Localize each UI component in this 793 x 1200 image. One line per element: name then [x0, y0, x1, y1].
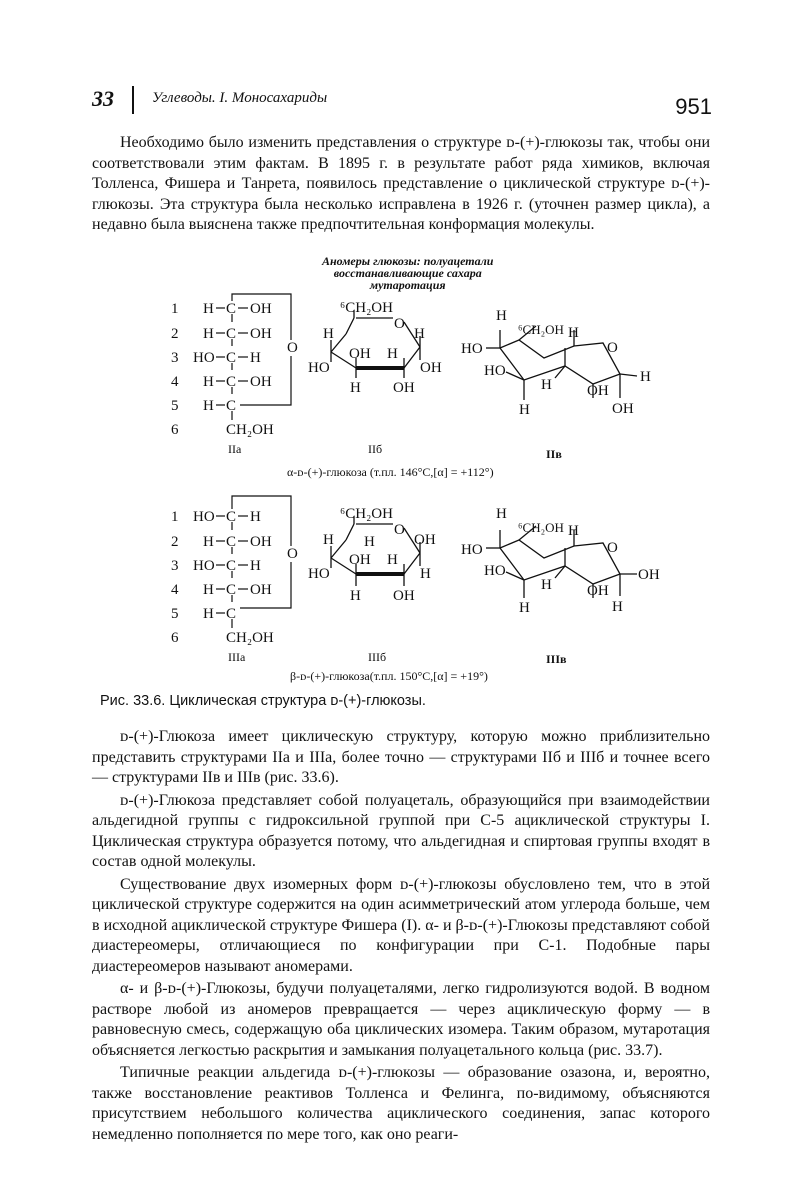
beta-glucose-name: β-ᴅ-(+)-глюкоза(т.пл. 150°C,[α] = +19°) — [290, 669, 488, 683]
page-header — [92, 86, 712, 126]
haworth-alpha — [308, 300, 442, 456]
svg-text:C: C — [226, 326, 237, 342]
svg-text:H: H — [541, 377, 552, 393]
svg-text:O: O — [394, 522, 405, 538]
chapter-number: 33 — [92, 86, 114, 111]
svg-text:HO: HO — [484, 563, 506, 579]
structures-diagram — [0, 250, 793, 690]
haworth-beta — [308, 506, 436, 664]
svg-text:H: H — [250, 509, 261, 525]
figure-title: Аномеры глюкозы: полуацетали восстанавливающие сахара мутаротация — [322, 254, 494, 292]
paragraph: α- и β-ᴅ-(+)-Глюкозы, будучи полуацеталями, легко гидролизуются водой. В водном растворе любой из аномеров превращается — через ациклическую форму — в равновесную смесь, содержащую оба циклических изомера. Таким образом, мутаротация объясняется легкостью раскрытия и замыкания полуацетального кольца (рис. 33.7). — [92, 980, 710, 1059]
svg-text:O: O — [287, 340, 298, 356]
svg-text:IIа: IIа — [228, 442, 242, 456]
svg-text:H: H — [496, 308, 507, 324]
svg-text:CH₂OH: CH₂OH — [226, 422, 274, 438]
svg-text:2: 2 — [171, 326, 179, 342]
svg-text:OH: OH — [393, 588, 415, 604]
svg-text:OH: OH — [420, 360, 442, 376]
body-text — [92, 727, 710, 1145]
svg-text:H: H — [519, 600, 530, 616]
svg-text:O: O — [394, 316, 405, 332]
svg-text:HO: HO — [193, 509, 215, 525]
svg-text:H: H — [387, 346, 398, 362]
svg-text:H: H — [568, 523, 579, 539]
svg-text:C: C — [226, 534, 237, 550]
svg-text:C: C — [226, 582, 237, 598]
svg-text:HO: HO — [193, 558, 215, 574]
svg-text:3: 3 — [171, 350, 179, 366]
svg-text:OH: OH — [349, 552, 371, 568]
svg-text:H: H — [414, 326, 425, 342]
svg-text:IIIа: IIIа — [228, 650, 246, 664]
svg-text:HO: HO — [308, 360, 330, 376]
chair-beta — [461, 506, 660, 666]
svg-text:H: H — [203, 398, 214, 414]
svg-text:C: C — [226, 350, 237, 366]
paragraph: Существование двух изомерных форм ᴅ-(+)-глюкозы обусловлено тем, что в этой циклической структуре содержится на один асимметрический атом углерода больше, чем в исходной ациклической структуре Фишера (I). α- и β-ᴅ-(+)-Глюкозы представляют собой диастереомеры, отличающиеся по конфигурации при С-1. Подобные пары диастереомеров называют аномерами. — [92, 875, 710, 975]
fischer-alpha — [171, 301, 298, 456]
svg-text:OH: OH — [587, 383, 609, 399]
fischer-beta — [171, 509, 298, 664]
svg-text:H: H — [612, 599, 623, 615]
svg-text:4: 4 — [171, 582, 179, 598]
svg-text:O: O — [287, 546, 298, 562]
svg-text:6: 6 — [171, 422, 179, 438]
svg-text:OH: OH — [250, 582, 272, 598]
header-divider — [132, 86, 134, 114]
svg-text:H: H — [420, 566, 431, 582]
svg-text:C: C — [226, 374, 237, 390]
svg-text:H: H — [203, 534, 214, 550]
svg-text:H: H — [323, 326, 334, 342]
svg-text:H: H — [203, 374, 214, 390]
svg-text:H: H — [496, 506, 507, 522]
svg-text:HO: HO — [461, 542, 483, 558]
running-title: Углеводы. I. Моносахариды — [152, 90, 328, 106]
svg-text:OH: OH — [587, 583, 609, 599]
svg-text:H: H — [203, 606, 214, 622]
svg-text:H: H — [568, 325, 579, 341]
figure-caption: Рис. 33.6. Циклическая структура ᴅ-(+)-глюкозы. — [100, 693, 426, 709]
svg-text:C: C — [226, 606, 237, 622]
svg-text:H: H — [250, 350, 261, 366]
svg-text:OH: OH — [612, 401, 634, 417]
svg-text:H: H — [364, 534, 375, 550]
svg-text:HO: HO — [308, 566, 330, 582]
svg-text:OH: OH — [250, 534, 272, 550]
svg-text:OH: OH — [349, 346, 371, 362]
svg-text:OH: OH — [414, 532, 436, 548]
paragraph: Типичные реакции альдегида ᴅ-(+)-глюкозы — образование озазона, и, вероятно, также восстановление реактивов Толленса и Фелинга, по-видимому, объясняются присутствием небольшого количества ациклического соединения, запас которого немедленно пополняется по мере того, как оно реаги- — [92, 1064, 710, 1143]
svg-text:H: H — [519, 402, 530, 418]
svg-text:1: 1 — [171, 509, 179, 525]
svg-text:H: H — [250, 558, 261, 574]
svg-text:2: 2 — [171, 534, 179, 550]
svg-text:C: C — [226, 398, 237, 414]
svg-text:C: C — [226, 509, 237, 525]
paragraph: Необходимо было изменить представления о структуре ᴅ-(+)-глюкозы так, чтобы они соответствовали этим фактам. В 1895 г. в результате работ ряда химиков, включая Толленса, Фишера и Танрета, появилось представление о циклической структуре ᴅ-(+)-глюкозы. Эта структура была несколько исправлена в 1926 г. (уточнен размер цикла), а недавно была выяснена также предпочтительная конформация молекулы. — [92, 134, 710, 233]
svg-text:⁶CH₂OH: ⁶CH₂OH — [518, 520, 564, 535]
svg-text:CH₂OH: CH₂OH — [226, 630, 274, 646]
page-number: 951 — [675, 94, 712, 119]
svg-text:IIб: IIб — [368, 442, 383, 456]
svg-text:C: C — [226, 301, 237, 317]
svg-text:⁶CH₂OH: ⁶CH₂OH — [340, 300, 393, 316]
svg-text:OH: OH — [250, 301, 272, 317]
svg-text:H: H — [203, 582, 214, 598]
svg-text:⁶CH₂OH: ⁶CH₂OH — [518, 322, 564, 337]
paragraph: ᴅ-(+)-Глюкоза имеет циклическую структуру, которую можно приблизительно представить структурами IIа и IIIа, более точно — структурами IIб и IIIб и точнее всего — структурами IIв и IIIв (рис. 33.6). — [92, 728, 710, 786]
svg-text:IIв: IIв — [546, 447, 562, 461]
svg-text:H: H — [203, 326, 214, 342]
svg-text:C: C — [226, 558, 237, 574]
intro-text — [92, 133, 710, 236]
svg-text:6: 6 — [171, 630, 179, 646]
svg-text:H: H — [387, 552, 398, 568]
svg-text:H: H — [350, 380, 361, 396]
svg-text:OH: OH — [250, 374, 272, 390]
svg-text:IIIв: IIIв — [546, 652, 567, 666]
svg-text:1: 1 — [171, 301, 179, 317]
chair-alpha — [461, 308, 651, 461]
svg-text:4: 4 — [171, 374, 179, 390]
svg-text:H: H — [640, 369, 651, 385]
svg-text:OH: OH — [638, 567, 660, 583]
paragraph: ᴅ-(+)-Глюкоза представляет собой полуацеталь, образующийся при взаимодействии альдегидной группы с гидроксильной группой при С-5 ациклической структуры I. Циклическая структура образуется потому, что альдегидная и спиртовая группы входят в состав одной молекулы. — [92, 791, 710, 870]
svg-text:O: O — [607, 340, 618, 356]
svg-text:3: 3 — [171, 558, 179, 574]
svg-text:H: H — [203, 301, 214, 317]
svg-text:5: 5 — [171, 606, 179, 622]
svg-text:HO: HO — [484, 363, 506, 379]
svg-text:⁶CH₂OH: ⁶CH₂OH — [340, 506, 393, 522]
svg-text:OH: OH — [250, 326, 272, 342]
svg-text:H: H — [350, 588, 361, 604]
glucose-figure — [0, 250, 793, 690]
alpha-glucose-name: α-ᴅ-(+)-глюкоза (т.пл. 146°C,[α] = +112°) — [287, 465, 494, 479]
svg-text:OH: OH — [393, 380, 415, 396]
svg-text:5: 5 — [171, 398, 179, 414]
svg-text:O: O — [607, 540, 618, 556]
svg-text:IIIб: IIIб — [368, 650, 387, 664]
svg-text:H: H — [323, 532, 334, 548]
svg-text:H: H — [541, 577, 552, 593]
svg-text:HO: HO — [461, 341, 483, 357]
svg-text:HO: HO — [193, 350, 215, 366]
